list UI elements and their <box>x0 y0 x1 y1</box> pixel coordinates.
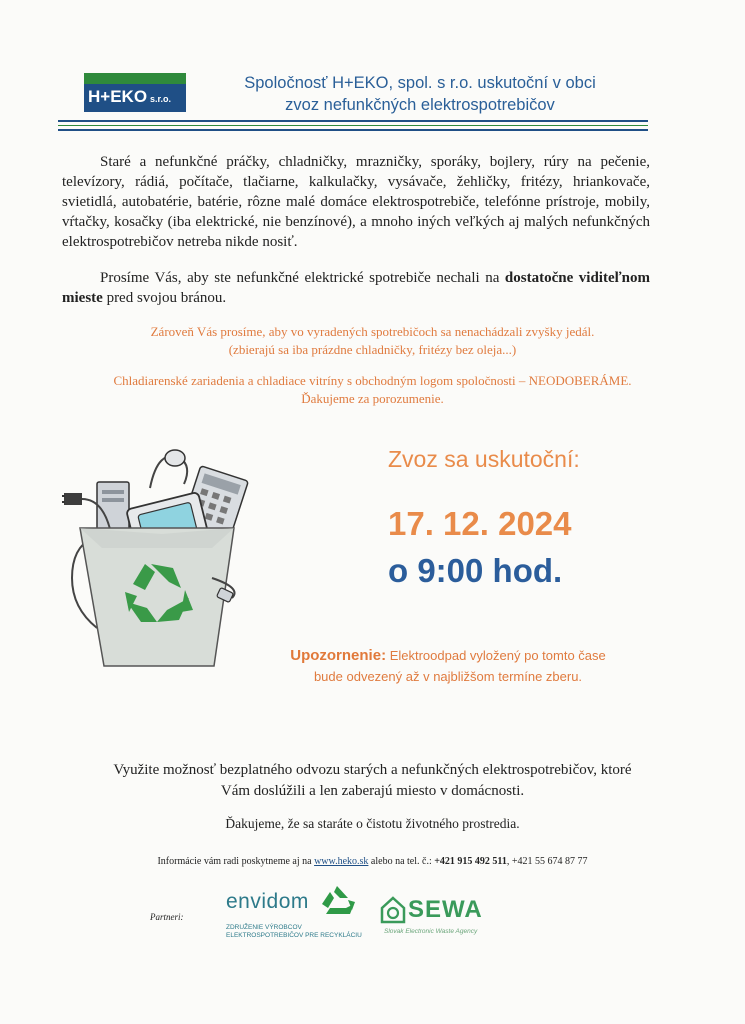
envidom-name: envidom <box>226 890 309 913</box>
contact-intro: Informácie vám radi poskytneme aj na <box>157 856 315 867</box>
warning-line2: bude odvezený až v najbližšom termíne zberu. <box>313 669 583 684</box>
header-title-line1: Spoločnosť H+EKO, spol. s r.o. uskutoční v obci <box>244 74 596 92</box>
logo-text: H+EKO s.r.o. <box>88 87 172 106</box>
closing-line1: Využite možnosť bezplatného odvozu starých a nefunkčných elektrospotrebičov, ktoré <box>113 762 632 778</box>
request-paragraph <box>62 268 650 308</box>
food-notice <box>40 323 705 359</box>
fridge-notice-line1: Chladiarenské zariadenia a chladiace vitríny s obchodným logom spoločnosti – NEODOBERÁME. <box>113 373 632 388</box>
header-rule-bottom <box>58 129 648 131</box>
sewa-house-icon <box>380 896 406 924</box>
sewa-name: SEWA <box>408 896 483 923</box>
request-text: Prosíme Vás, aby ste nefunkčné elektrické spotrebiče nechali na <box>100 270 505 286</box>
header-rule-green <box>58 125 648 126</box>
contact-line <box>40 856 705 867</box>
mouse-icon <box>165 450 185 466</box>
request-emphasis: dostatočne viditeľnom mieste <box>62 270 650 306</box>
logo-stripe <box>84 73 186 84</box>
header-title <box>200 72 640 116</box>
fridge-notice <box>40 372 705 408</box>
warning-block <box>262 645 634 687</box>
contact-phone-primary: +421 915 492 511 <box>434 856 507 867</box>
collection-date: 17. 12. 2024 <box>388 505 572 542</box>
partners-label: Partneri: <box>150 912 184 922</box>
warning-label: Upozornenie: <box>290 647 387 664</box>
plug-icon <box>64 493 82 505</box>
warning-line1 <box>262 645 634 666</box>
header-rule-top <box>58 120 648 122</box>
envidom-subtitle <box>226 924 362 940</box>
collection-time: o 9:00 hod. <box>388 552 563 589</box>
warning-text1: Elektroodpad vyložený po tomto čase <box>386 648 606 663</box>
closing-line2: Vám doslúžili a len zaberajú miesto v domácnosti. <box>220 783 525 799</box>
food-notice-line2: (zbierajú sa iba prázdne chladničky, fritézy bez oleja...) <box>228 342 517 357</box>
food-notice-line1: Zároveň Vás prosíme, aby vo vyradených spotrebičoch sa nenachádzali zvyšky jedál. <box>150 324 595 339</box>
thanks-text: Ďakujeme, že sa staráte o čistotu životného prostredia. <box>225 816 520 831</box>
heko-website-link[interactable]: www.heko.sk <box>314 856 369 867</box>
envidom-subtitle-line1: ZDRUŽENIE VÝROBCOV <box>226 924 302 931</box>
contact-phone-secondary: , +421 55 674 87 77 <box>506 856 588 867</box>
request-text-end: pred svojou bránou. <box>102 290 227 306</box>
envidom-recycle-icon <box>318 884 356 920</box>
intro-paragraph: Staré a nefunkčné práčky, chladničky, mrazničky, sporáky, bojlery, rúry na pečenie, televízory, rádiá, počítače, tlačiarne, kalkulačky, vysávače, žehličky, fritézy, hriankovače, svietidlá, autobatérie, batérie, rôzne malé domáce elektrospotrebiče, telefónne prístroje, mobily, vŕtačky, kosačky (iba elektrické, nie benzínové), a mnoho iných veľkých aj malých nefunkčných elektrospotrebičov netreba nikde nosiť. <box>62 154 650 250</box>
header-title-line2: zvoz nefunkčných elektrospotrebičov <box>285 96 555 114</box>
recycle-bin-electronics-illustration <box>62 438 252 668</box>
sewa-subtitle: Slovak Electronic Waste Agency <box>384 928 478 935</box>
closing-paragraph <box>40 760 705 802</box>
contact-middle: alebo na tel. č.: <box>368 856 435 867</box>
collection-heading: Zvoz sa uskutoční: <box>388 446 580 472</box>
fridge-notice-line2: Ďakujeme za porozumenie. <box>301 391 444 406</box>
envidom-subtitle-line2: ELEKTROSPOTREBIČOV PRE RECYKLÁCIU <box>226 932 362 939</box>
heko-logo <box>84 73 186 112</box>
